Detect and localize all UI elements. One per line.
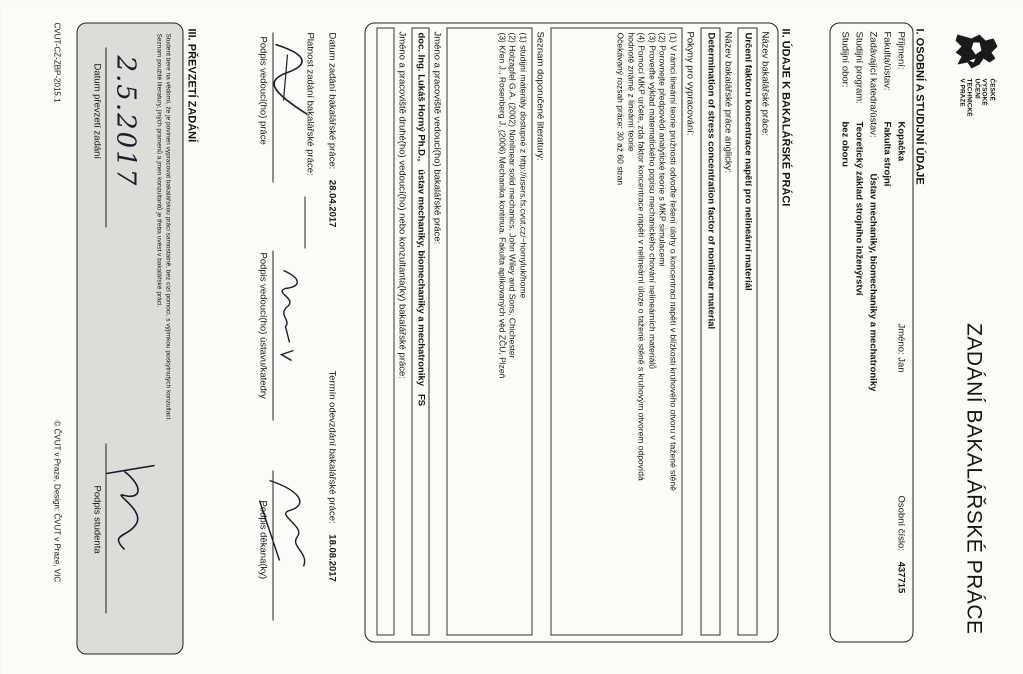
document-title: ZADÁNÍ BAKALÁŘSKÉ PRÁCE xyxy=(962,322,985,634)
firstname-value: Jan xyxy=(895,356,906,373)
copyright: © ČVUT v Praze, Design: ČVUT v Praze, VIC xyxy=(52,420,61,582)
handover-box xyxy=(76,22,183,654)
section-2-heading: II. ÚDAJE K BAKALÁŘSKÉ PRÁCI xyxy=(779,28,791,206)
deadline-label: Termín odevzdání bakalářské práce: xyxy=(326,370,337,524)
thesis-title-label: Název bakalářské práce: xyxy=(759,31,770,136)
thesis-title-en-label: Název bakalářské práce anglicky: xyxy=(722,31,733,173)
sig-supervisor-label: Podpis vedoucí(ho) práce xyxy=(257,36,268,145)
sig-head-label: Podpis vedoucí(ho) ústavu/katedry xyxy=(257,252,268,399)
supervisor-signature-icon xyxy=(267,34,317,124)
sig-line-dean xyxy=(272,470,273,620)
faculty-label: Fakulta/ústav: xyxy=(881,31,892,91)
literature-label: Seznam doporučené literatury: xyxy=(534,31,545,161)
handwritten-date: 2.5.2017 xyxy=(110,55,140,187)
firstname-label: Jméno: xyxy=(895,323,906,355)
assigned-date-value: 28.04.2017 xyxy=(326,179,337,227)
supervisor-label: Jméno a pracoviště vedoucí(ho) bakalářské práce: xyxy=(431,31,442,244)
guideline-item: (2) Porovnejte předpovědi analytické teorie s MKP simulacemi xyxy=(657,32,668,266)
field-value: bez oboru xyxy=(839,121,850,167)
date-line xyxy=(105,47,106,227)
section-1-heading: I. OSOBNÍ A STUDIJNÍ ÚDAJE xyxy=(913,28,925,185)
guideline-item: (4) Pomocí MKP určete, zda faktor koncentrace napětí v nelineární úloze o tažené stěně s kruhovým otvorem odpovídá xyxy=(636,32,647,481)
supervisor-field xyxy=(411,27,429,635)
guidelines-field xyxy=(550,27,682,635)
thesis-title-field xyxy=(737,27,757,635)
student-sig-label: Podpis studenta xyxy=(91,485,102,554)
sig-dean-label: Podpis děkana(ky) xyxy=(257,500,268,579)
thesis-info-box xyxy=(364,22,778,642)
logo-line: ČESKÉ xyxy=(988,78,995,101)
field-label: Studijní obor: xyxy=(839,31,850,87)
literature-item: (3) Křen J., Rosenberg J. (2006) Mechanika kontinua. Fakulta aplikovaných věd ZČU, Plzeň xyxy=(497,32,507,378)
sig-line-supervisor xyxy=(272,32,273,182)
guideline-item: (3) Proveďte výklad matematického popisu mechanického chování nelineárních materiálů xyxy=(647,32,657,369)
second-supervisor-label: Jméno a pracoviště druhé(ho) vedoucí(ho) nebo konzultanta(ky) bakalářské práce: xyxy=(396,31,407,379)
department-label: Zadávající katedra/ústav: xyxy=(867,31,878,138)
literature-item: (1) studijní materiály dostupné z http://users.fs.cvut.cz/~hornyluk/home xyxy=(518,32,528,298)
notice-line: Student bere na vědomí, že je povinen vypracovat bakalářskou práci samostatně, bez cizí pomoci, s výjimkou poskytnutých konzultací. xyxy=(164,33,171,421)
logo-line: V PRAZE xyxy=(958,78,965,107)
deadline-value: 18.08.2017 xyxy=(326,533,337,582)
thesis-title-value: Určení faktoru koncentrace napětí pro nelineární materiál xyxy=(742,32,753,291)
id-value: 437715 xyxy=(895,561,906,593)
notice-line: Seznam použité literatury, jiných pramenů a jmen konzultantů je třeba uvést v bakalářské práci. xyxy=(155,33,162,307)
logo-line: TECHNICKÉ xyxy=(965,78,973,116)
guideline-item: Očekávaný rozsah práce: 30 až 60 stran xyxy=(615,32,626,185)
program-label: Studijní program: xyxy=(853,31,864,104)
validity-label: Platnost zadání bakalářské práce: xyxy=(304,32,315,176)
logo-line: VYSOKÉ xyxy=(980,78,988,106)
surname-label: Příjmení: xyxy=(895,31,906,70)
surname-value: Kopačka xyxy=(895,121,906,161)
student-signature-icon xyxy=(94,453,164,563)
literature-field xyxy=(446,27,532,635)
logo-line: UČENÍ xyxy=(973,78,980,99)
assigned-date-label: Datum zadání bakalářské práce: xyxy=(326,32,337,169)
id-label: Osobní číslo: xyxy=(895,495,906,551)
sig-line-head xyxy=(272,250,273,420)
supervisor-value: doc. Ing. Lukáš Horný Ph.D., ústav mechaniky, biomechaniky a mechatroniky FS xyxy=(415,32,426,406)
section-3-heading: III. PŘEVZETÍ ZADÁNÍ xyxy=(185,28,197,142)
validity-line xyxy=(304,196,305,248)
program-value: Teoretický základ strojního inženýrství xyxy=(853,121,864,296)
form-code: CVUT-CZ-ZBP-2015.1 xyxy=(52,22,61,103)
literature-item: (2) Holzapfel G.A. (2002) Nonlinear solid mechanics. John Wiley and Sons, Chichester xyxy=(507,32,518,358)
personal-info-box xyxy=(829,22,913,642)
guidelines-label: Pokyny pro vypracování: xyxy=(684,31,695,136)
department-value: Ústav mechaniky, biomechaniky a mechatroniky xyxy=(867,173,878,391)
guideline-item: (1) V rámci lineární teorie pružnosti odvoďte řešení úlohy o koncentraci napětí v blízkosti kruhového otvoru v tažené stěně xyxy=(668,32,678,491)
date-label: Datum převzetí zadání xyxy=(91,63,102,159)
university-logo xyxy=(941,28,1001,128)
faculty-value: Fakulta strojní xyxy=(881,121,892,186)
thesis-title-en-value: Determination of stress concentration factor of nonlinear material xyxy=(705,32,716,329)
guideline-item: hodnotě známé z lineární teorie xyxy=(626,32,636,152)
thesis-title-en-field xyxy=(700,27,720,635)
lion-emblem-icon xyxy=(951,28,1001,74)
student-sig-line xyxy=(105,443,106,613)
second-supervisor-field xyxy=(376,27,394,635)
